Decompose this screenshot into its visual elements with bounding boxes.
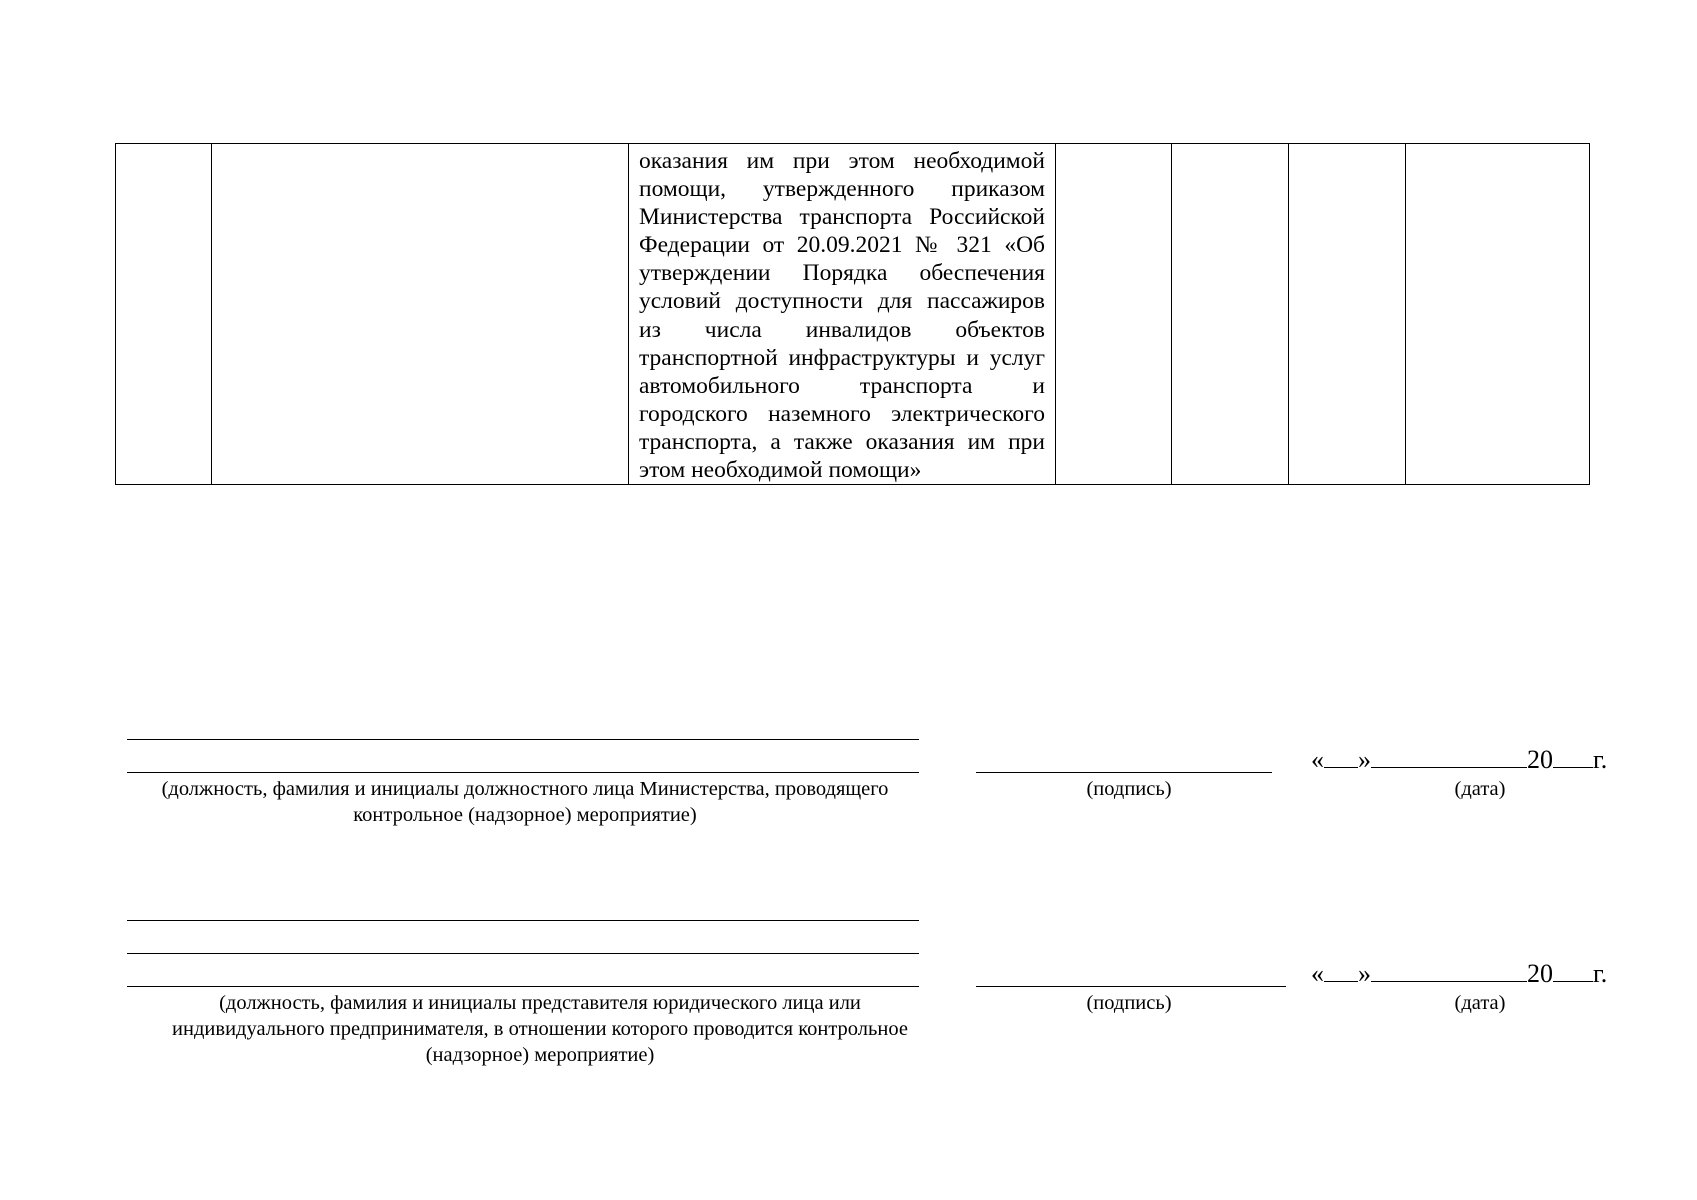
year-blank[interactable] xyxy=(1553,959,1593,982)
position-caption xyxy=(115,776,935,828)
legal-reference-line: автомобильного транспорта и xyxy=(639,372,1045,399)
table-cell-no xyxy=(1172,144,1289,485)
legal-reference-line: Министерства транспорта Российской xyxy=(639,204,1045,231)
legal-reference-line: условий доступности для пассажиров xyxy=(639,288,1045,315)
legal-reference-line: оказания им при этом необходимой xyxy=(639,148,1045,174)
position-caption xyxy=(115,990,965,1068)
table-cell-yes xyxy=(1056,144,1172,485)
signature-caption: (подпись) xyxy=(1086,778,1172,800)
table-cell-legal-reference xyxy=(629,144,1056,485)
signature-line[interactable] xyxy=(976,772,1272,773)
year-prefix: 20 xyxy=(1527,959,1553,988)
position-line[interactable] xyxy=(127,986,919,987)
position-caption-line: контрольное (надзорное) мероприятие) xyxy=(353,804,697,826)
position-caption-line: индивидуального предпринимателя, в отношении которого проводится контрольное xyxy=(172,1018,908,1040)
table-cell-number xyxy=(116,144,212,485)
position-line[interactable] xyxy=(127,953,919,954)
inspection-table xyxy=(115,143,1590,485)
date-open-quote: « xyxy=(1311,745,1324,774)
year-suffix: г. xyxy=(1593,959,1608,988)
date-caption: (дата) xyxy=(1454,992,1506,1014)
position-line[interactable] xyxy=(127,920,919,921)
date-caption: (дата) xyxy=(1454,778,1506,800)
month-blank[interactable] xyxy=(1371,959,1527,982)
date-field[interactable] xyxy=(1311,959,1607,989)
year-suffix: г. xyxy=(1593,745,1608,774)
legal-reference-line: помощи, утвержденного приказом xyxy=(639,176,1045,203)
table-row xyxy=(116,144,1590,485)
position-caption-line: (надзорное) мероприятие) xyxy=(425,1044,655,1066)
position-line[interactable] xyxy=(127,739,919,740)
date-close-quote: » xyxy=(1358,959,1371,988)
legal-reference-line: из числа инвалидов объектов xyxy=(639,316,1045,343)
legal-reference-line: городского наземного электрического xyxy=(639,400,1045,427)
year-blank[interactable] xyxy=(1553,745,1593,768)
date-field[interactable] xyxy=(1311,745,1607,775)
day-blank[interactable] xyxy=(1324,745,1358,768)
legal-reference-line: транспорта, а также оказания им при xyxy=(639,428,1045,455)
table-cell-note xyxy=(1406,144,1590,485)
month-blank[interactable] xyxy=(1371,745,1527,768)
signature-line[interactable] xyxy=(976,986,1286,987)
table-cell-requirement xyxy=(212,144,629,485)
day-blank[interactable] xyxy=(1324,959,1358,982)
date-open-quote: « xyxy=(1311,959,1324,988)
legal-reference-line: Федерации от 20.09.2021 № 321 «Об xyxy=(639,232,1045,259)
table-cell-not-applicable xyxy=(1289,144,1406,485)
signature-caption: (подпись) xyxy=(1086,992,1172,1014)
legal-reference-line: транспортной инфраструктуры и услуг xyxy=(639,344,1045,371)
year-prefix: 20 xyxy=(1527,745,1553,774)
legal-reference-line: этом необходимой помощи» xyxy=(639,457,922,484)
date-close-quote: » xyxy=(1358,745,1371,774)
position-caption-line: (должность, фамилия и инициалы представителя юридического лица или xyxy=(219,992,861,1014)
legal-reference-line: утверждении Порядка обеспечения xyxy=(639,260,1045,287)
position-caption-line: (должность, фамилия и инициалы должностного лица Министерства, проводящего xyxy=(161,778,889,800)
position-line[interactable] xyxy=(127,772,919,773)
